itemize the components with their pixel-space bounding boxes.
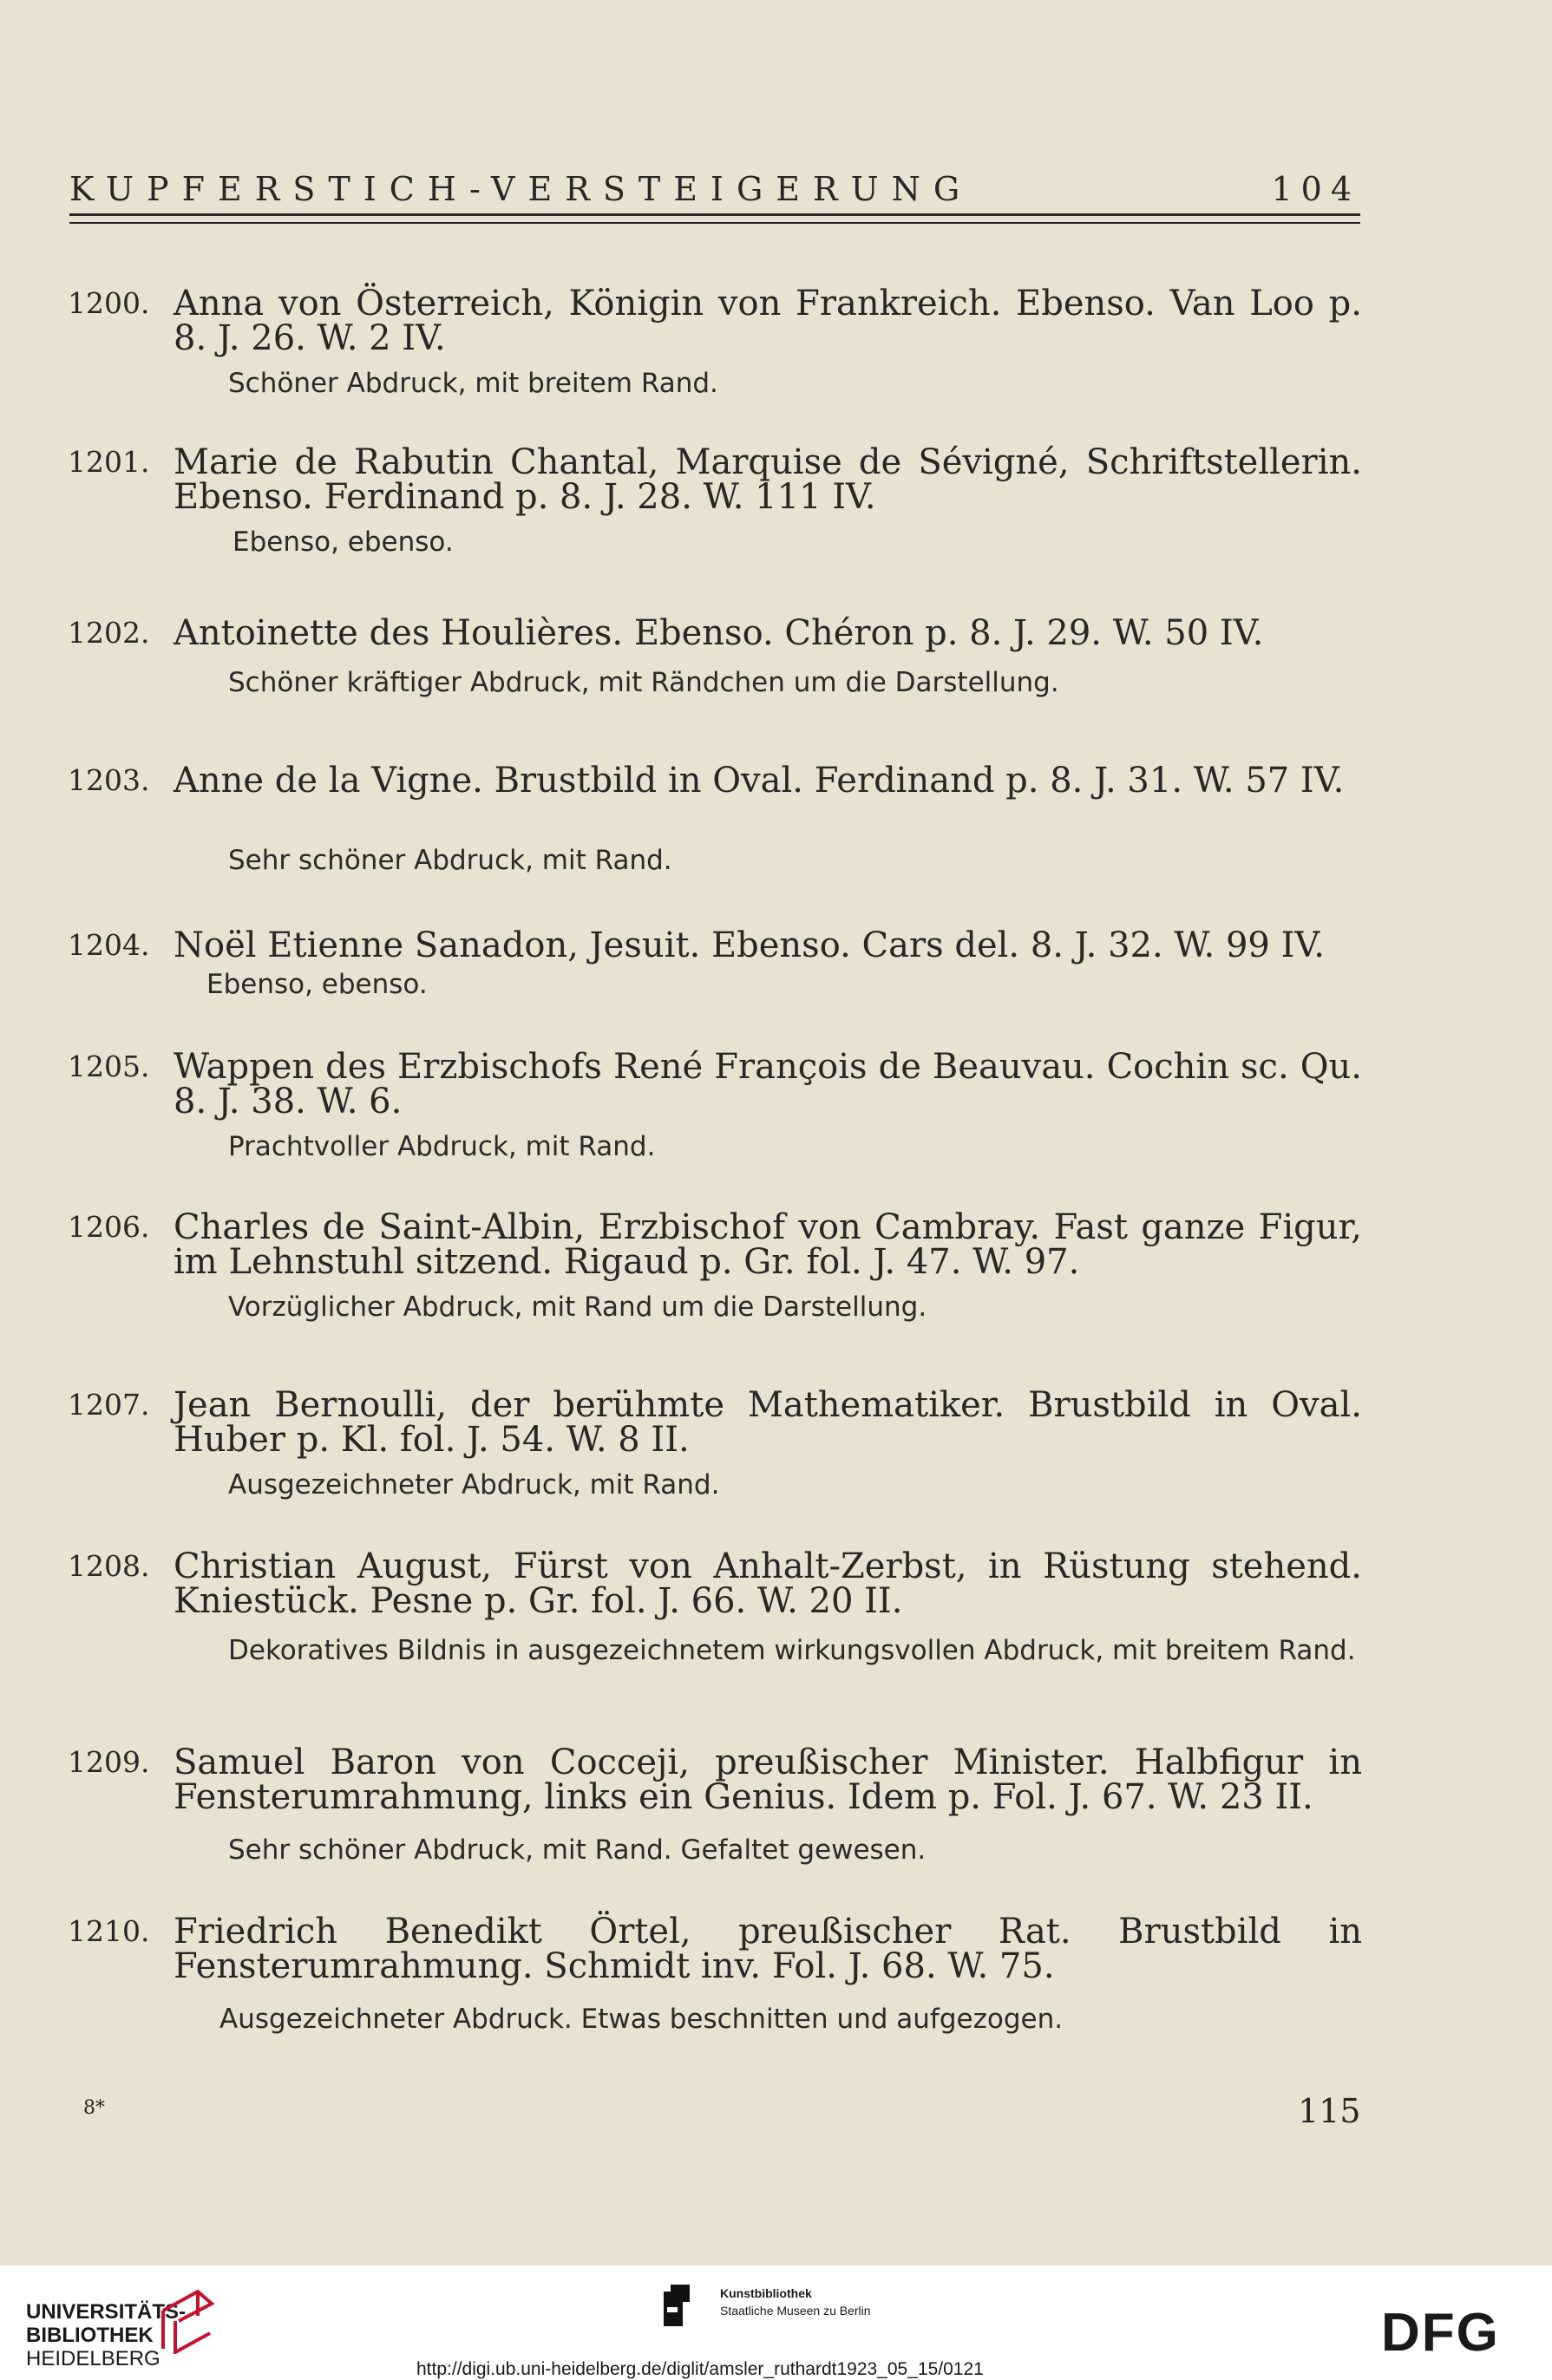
- page-number: 115: [1298, 2092, 1361, 2130]
- entry-note: Ebenso, ebenso.: [232, 526, 454, 558]
- lot-number: 1205.: [68, 1049, 150, 1083]
- entry-title: Jean Bernoulli, der berühmte Mathematiker. Brustbild in Oval. Huber p. Kl. fol. J. 54. W. 8 II.: [174, 1385, 1362, 1460]
- running-header: [69, 170, 1360, 215]
- entry-note: Prachtvoller Abdruck, mit Rand.: [228, 1131, 656, 1162]
- lot-number: 1201.: [68, 445, 150, 479]
- lot-number: 1208.: [68, 1549, 150, 1583]
- entry-title: Christian August, Fürst von Anhalt-Zerbst, in Rüstung stehend. Kniestück. Pesne p. Gr. fol. J. 66. W. 20 II.: [174, 1546, 1362, 1621]
- header-title: KUPFERSTICH-VERSTEIGERUNG: [69, 170, 973, 208]
- dfg-logo[interactable]: DFG: [1381, 2303, 1500, 2363]
- header-rule-thin: [69, 222, 1360, 224]
- entry-note: Schöner kräftiger Abdruck, mit Rändchen um die Darstellung.: [228, 667, 1059, 698]
- entry-title: Wappen des Erzbischofs René François de Beauvau. Cochin sc. Qu. 8. J. 38. W. 6.: [174, 1047, 1362, 1121]
- lot-number: 1207.: [68, 1388, 150, 1422]
- entry-title: Noël Etienne Sanadon, Jesuit. Ebenso. Cars del. 8. J. 32. W. 99 IV.: [174, 925, 1325, 965]
- lot-number: 1206.: [68, 1210, 150, 1244]
- entry-title: Charles de Saint-Albin, Erzbischof von Cambray. Fast ganze Figur, im Lehnstuhl sitzend. Rigaud p. Gr. fol. J. 47. W. 97.: [174, 1207, 1362, 1282]
- kunstbibliothek-wordmark[interactable]: [720, 2285, 871, 2319]
- entry-note: Sehr schöner Abdruck, mit Rand.: [228, 845, 672, 876]
- ub-line-2: BIBLIOTHEK: [26, 2324, 154, 2347]
- entry-note: Schöner Abdruck, mit breitem Rand.: [228, 368, 718, 399]
- header-rule-thick: [69, 213, 1360, 216]
- entry-title: Anna von Österreich, Königin von Frankreich. Ebenso. Van Loo p. 8. J. 26. W. 2 IV.: [174, 284, 1362, 358]
- entry-note: Vorzüglicher Abdruck, mit Rand um die Darstellung.: [228, 1291, 927, 1323]
- entry-note: Ausgezeichneter Abdruck. Etwas beschnitten und aufgezogen.: [219, 2004, 1064, 2035]
- entry-note: Dekoratives Bildnis in ausgezeichnetem wirkungsvollen Abdruck, mit breitem Rand.: [228, 1635, 1356, 1666]
- entry-title: Antoinette des Houlières. Ebenso. Chéron p. 8. J. 29. W. 50 IV.: [174, 613, 1264, 653]
- kb-title: Kunstbibliothek: [720, 2286, 812, 2300]
- entry-title: Marie de Rabutin Chantal, Marquise de Sévigné, Schriftstellerin. Ebenso. Ferdinand p. 8. J. 28. W. 111 IV.: [174, 442, 1362, 517]
- lot-number: 1200.: [68, 286, 150, 320]
- entry-title: Anne de la Vigne. Brustbild in Oval. Ferdinand p. 8. J. 31. W. 57 IV.: [174, 761, 1345, 801]
- entry-title: Samuel Baron von Cocceji, preußischer Minister. Halbfigur in Fensterumrahmung, links ein Genius. Idem p. Fol. J. 67. W. 23 II.: [174, 1742, 1362, 1817]
- digitization-footer: [0, 2266, 1552, 2378]
- header-number: 104: [1271, 170, 1360, 208]
- lot-number: 1204.: [68, 928, 150, 962]
- kb-subtitle: Staatliche Museen zu Berlin: [720, 2304, 871, 2318]
- lot-number: 1202.: [68, 616, 150, 650]
- entry-title: Friedrich Benedikt Örtel, preußischer Rat. Brustbild in Fensterumrahmung. Schmidt inv. Fol. J. 68. W. 75.: [174, 1912, 1362, 1986]
- entry-note: Ebenso, ebenso.: [206, 969, 428, 1000]
- ub-line-1: UNIVERSITÄTS-: [26, 2300, 187, 2324]
- signature-mark: 8*: [83, 2097, 105, 2119]
- lot-number: 1210.: [68, 1914, 150, 1948]
- entry-note: Ausgezeichneter Abdruck, mit Rand.: [228, 1469, 720, 1501]
- ub-line-3: HEIDELBERG: [26, 2347, 160, 2370]
- lot-number: 1209.: [68, 1745, 150, 1779]
- lot-number: 1203.: [68, 763, 150, 797]
- kunstbibliothek-logo-icon: [664, 2285, 690, 2337]
- permalink-url[interactable]: http://digi.ub.uni-heidelberg.de/diglit/amsler_ruthardt1923_05_15/0121: [416, 2359, 984, 2379]
- entry-note: Sehr schöner Abdruck, mit Rand. Gefaltet gewesen.: [228, 1834, 927, 1866]
- ub-heidelberg-logo-icon: [158, 2285, 219, 2354]
